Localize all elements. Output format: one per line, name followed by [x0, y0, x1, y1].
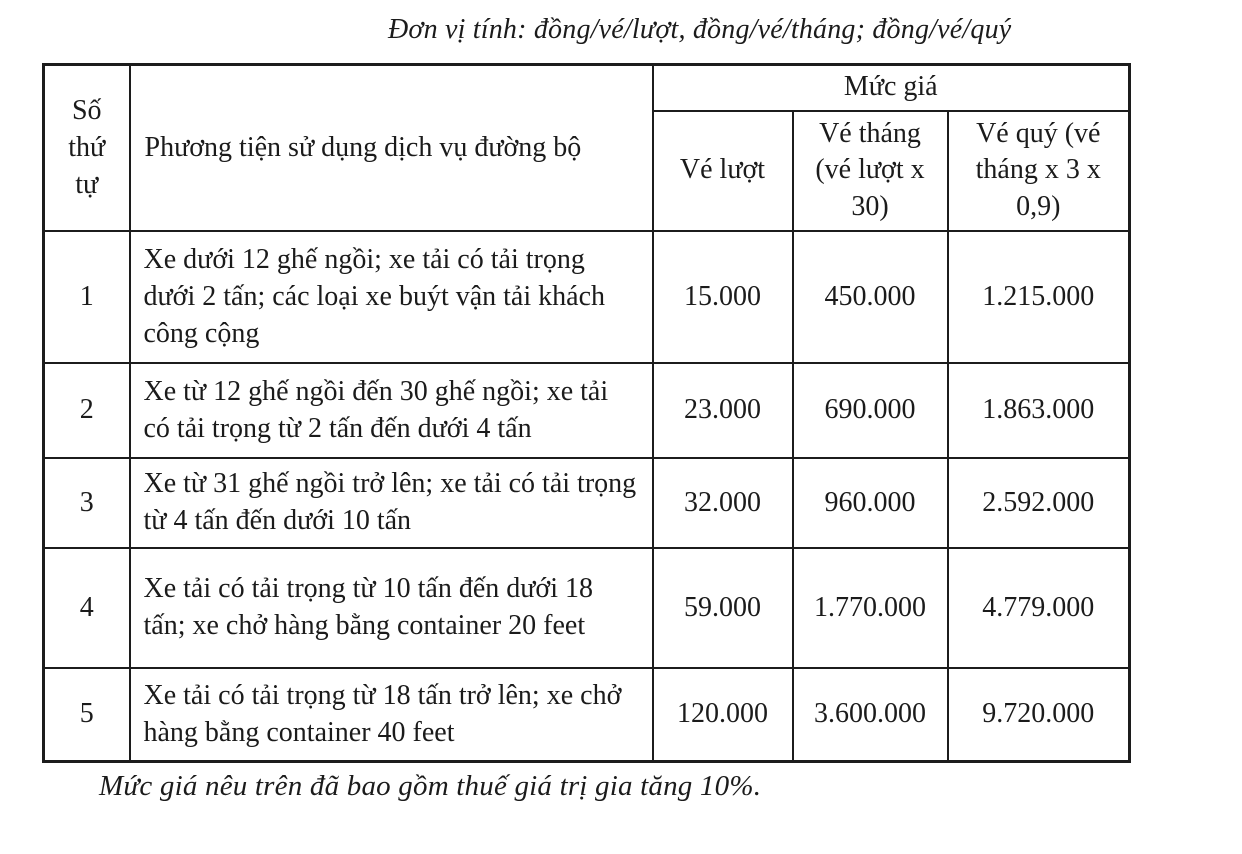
table-row [44, 458, 1130, 548]
header-stt [44, 65, 130, 232]
table-row [44, 668, 1130, 761]
header-price-group: Mức giá [653, 65, 1130, 111]
table-row [44, 363, 1130, 458]
cell-stt: 4 [44, 548, 130, 668]
cell-ve-thang: 3.600.000 [793, 668, 948, 761]
cell-ve-luot: 59.000 [653, 548, 793, 668]
cell-ve-thang: 450.000 [793, 231, 948, 363]
price-table [42, 63, 1131, 763]
cell-ve-luot: 32.000 [653, 458, 793, 548]
table-row [44, 548, 1130, 668]
cell-vehicle: Xe tải có tải trọng từ 10 tấn đến dưới 18 tấn; xe chở hàng bằng container 20 feet [130, 548, 653, 668]
cell-ve-quy: 2.592.000 [948, 458, 1130, 548]
cell-ve-quy: 4.779.000 [948, 548, 1130, 668]
cell-stt: 1 [44, 231, 130, 363]
cell-ve-luot: 15.000 [653, 231, 793, 363]
table-header-row-top [44, 65, 1130, 111]
cell-ve-luot: 120.000 [653, 668, 793, 761]
cell-stt: 5 [44, 668, 130, 761]
footnote: Mức giá nêu trên đã bao gồm thuế giá trị gia tăng 10%. [99, 770, 762, 802]
cell-stt: 2 [44, 363, 130, 458]
header-stt-label: Số thứ tự [68, 94, 106, 200]
cell-vehicle: Xe dưới 12 ghế ngồi; xe tải có tải trọng dưới 2 tấn; các loại xe buýt vận tải khách công cộng [130, 231, 653, 363]
cell-ve-thang: 1.770.000 [793, 548, 948, 668]
header-ve-luot: Vé lượt [653, 111, 793, 232]
table-row [44, 231, 1130, 363]
header-ve-thang: Vé tháng (vé lượt x 30) [793, 111, 948, 232]
cell-ve-quy: 9.720.000 [948, 668, 1130, 761]
cell-ve-thang: 690.000 [793, 363, 948, 458]
cell-ve-quy: 1.215.000 [948, 231, 1130, 363]
cell-ve-luot: 23.000 [653, 363, 793, 458]
header-ve-quy: Vé quý (vé tháng x 3 x 0,9) [948, 111, 1130, 232]
cell-stt: 3 [44, 458, 130, 548]
cell-ve-quy: 1.863.000 [948, 363, 1130, 458]
cell-ve-thang: 960.000 [793, 458, 948, 548]
cell-vehicle: Xe tải có tải trọng từ 18 tấn trở lên; xe chở hàng bằng container 40 feet [130, 668, 653, 761]
cell-vehicle: Xe từ 31 ghế ngồi trở lên; xe tải có tải trọng từ 4 tấn đến dưới 10 tấn [130, 458, 653, 548]
unit-note: Đơn vị tính: đồng/vé/lượt, đồng/vé/tháng; đồng/vé/quý [388, 14, 1012, 45]
cell-vehicle: Xe từ 12 ghế ngồi đến 30 ghế ngồi; xe tải có tải trọng từ 2 tấn đến dưới 4 tấn [130, 363, 653, 458]
header-vehicle: Phương tiện sử dụng dịch vụ đường bộ [130, 65, 653, 232]
